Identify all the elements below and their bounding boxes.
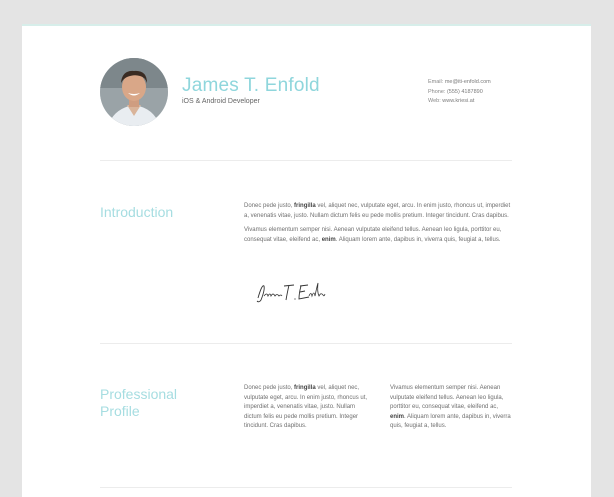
introduction-text bbox=[244, 202, 514, 250]
email-value[interactable]: me@iti-enfold.com bbox=[444, 79, 491, 85]
web-label: Web: bbox=[428, 98, 441, 104]
profile-column-left bbox=[244, 384, 372, 437]
email-label: Email: bbox=[428, 79, 444, 85]
profile-paragraph: Donec pede justo, fringilla vel, aliquet nec, vulputate eget, arcu. In enim justo, rhoncus ut, imperdiet a, venenatis vitae, justo. Nullam dictum felis eu pede mollis pretium. Integer tincidunt. Cras dapibus. bbox=[244, 385, 368, 430]
avatar bbox=[100, 58, 168, 126]
introduction-paragraph: Donec pede justo, fringilla vel, aliquet nec, vulputate eget, arcu. In enim justo, rhoncus ut, imperdiet a, venenatis vitae, justo. Nullam dictum felis eu pede mollis pretium. Integer tincidunt. Cras dapibus. bbox=[244, 203, 511, 219]
profile-column-right bbox=[390, 384, 512, 437]
section-title-introduction: Introduction bbox=[100, 204, 174, 220]
contact-phone bbox=[428, 88, 491, 98]
phone-label: Phone: bbox=[428, 88, 446, 95]
contact-web bbox=[428, 97, 491, 107]
contact-email bbox=[428, 78, 491, 88]
resume-page bbox=[22, 24, 591, 497]
profile-paragraph: Vivamus elementum semper nisi. Aenean vulputate eleifend tellus. Aenean leo ligula, porttitor eu, consequat vitae, eleifend ac, enim. Aliquam lorem ante, dapibus in, viverra quis, feugiat a, tellus. bbox=[390, 385, 511, 430]
contact-info bbox=[428, 78, 491, 107]
web-value[interactable]: www.kriesi.at bbox=[442, 98, 475, 104]
portrait-photo bbox=[100, 58, 168, 126]
introduction-paragraph: Vivamus elementum semper nisi. Aenean vulputate eleifend tellus. Aenean leo ligula, porttitor eu, consequat vitae, eleifend ac, enim. Aliquam lorem ante, dapibus in, viverra quis, feugiat a, tellus. bbox=[244, 227, 502, 243]
phone-value: (555) 4187890 bbox=[446, 88, 483, 95]
section-title-professional-profile: Professional Profile bbox=[100, 386, 178, 419]
divider bbox=[100, 343, 512, 344]
divider bbox=[100, 160, 512, 161]
signature bbox=[254, 280, 326, 304]
divider bbox=[100, 487, 512, 488]
person-name: James T. Enfold bbox=[182, 75, 320, 96]
person-role: iOS & Android Developer bbox=[182, 98, 260, 105]
